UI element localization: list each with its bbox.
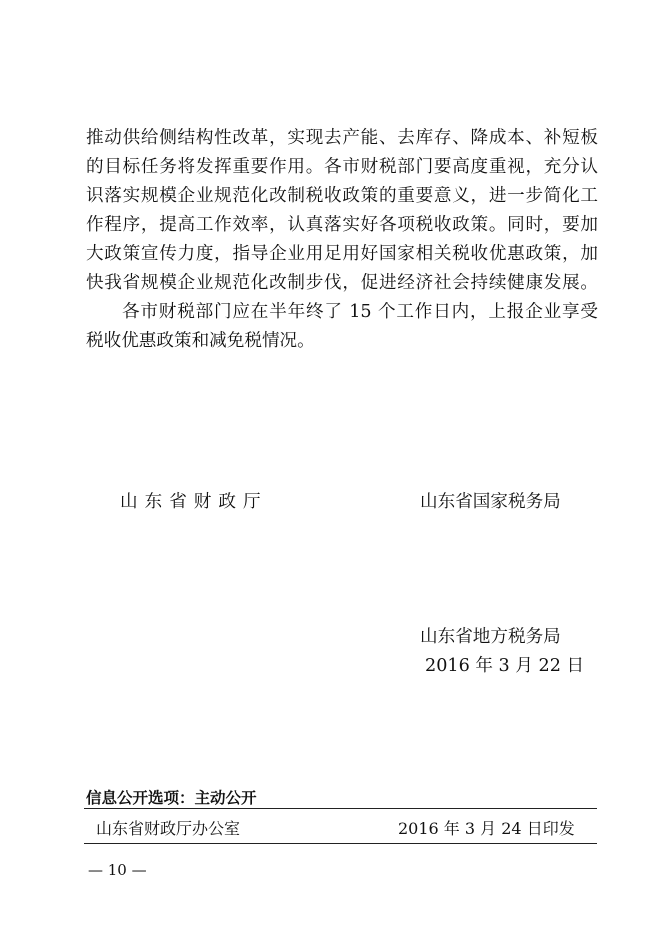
paragraph-2-line-1: 各市财税部门应在半年终了 15 个工作日内，上报企业享受 <box>122 302 598 322</box>
paragraph-1-line-4: 作程序，提高工作效率，认真落实好各项税收政策。同时，要加 <box>86 215 598 235</box>
signature-local-tax: 山东省地方税务局 <box>420 627 561 647</box>
signature-finance-dept: 山东省财政厅 <box>120 492 268 512</box>
page-number: — 10 — <box>88 861 147 879</box>
signature-national-tax: 山东省国家税务局 <box>420 492 561 512</box>
disclosure-option: 信息公开选项：主动公开 <box>86 789 257 807</box>
paragraph-2-line-2: 税收优惠政策和减免税情况。 <box>86 331 315 351</box>
paragraph-1-line-2: 的目标任务将发挥重要作用。各市财税部门要高度重视，充分认 <box>86 157 598 177</box>
paragraph-1-line-6: 快我省规模企业规范化改制步伐，促进经济社会持续健康发展。 <box>86 273 598 293</box>
body-text <box>86 124 598 356</box>
footer-top-rule <box>84 808 597 809</box>
signature-date: 2016 年 3 月 22 日 <box>425 656 585 676</box>
imprint-print-date: 2016 年 3 月 24 日印发 <box>398 819 575 838</box>
paragraph-1-line-5: 大政策宣传力度，指导企业用足用好国家相关税收优惠政策，加 <box>86 244 598 264</box>
paragraph-1-line-1: 推动供给侧结构性改革，实现去产能、去库存、降成本、补短板 <box>86 128 598 148</box>
footer-bottom-rule <box>84 843 597 844</box>
paragraph-1-line-3: 识落实规模企业规范化改制税收政策的重要意义，进一步简化工 <box>86 186 598 206</box>
imprint-issuer: 山东省财政厅办公室 <box>96 819 241 838</box>
